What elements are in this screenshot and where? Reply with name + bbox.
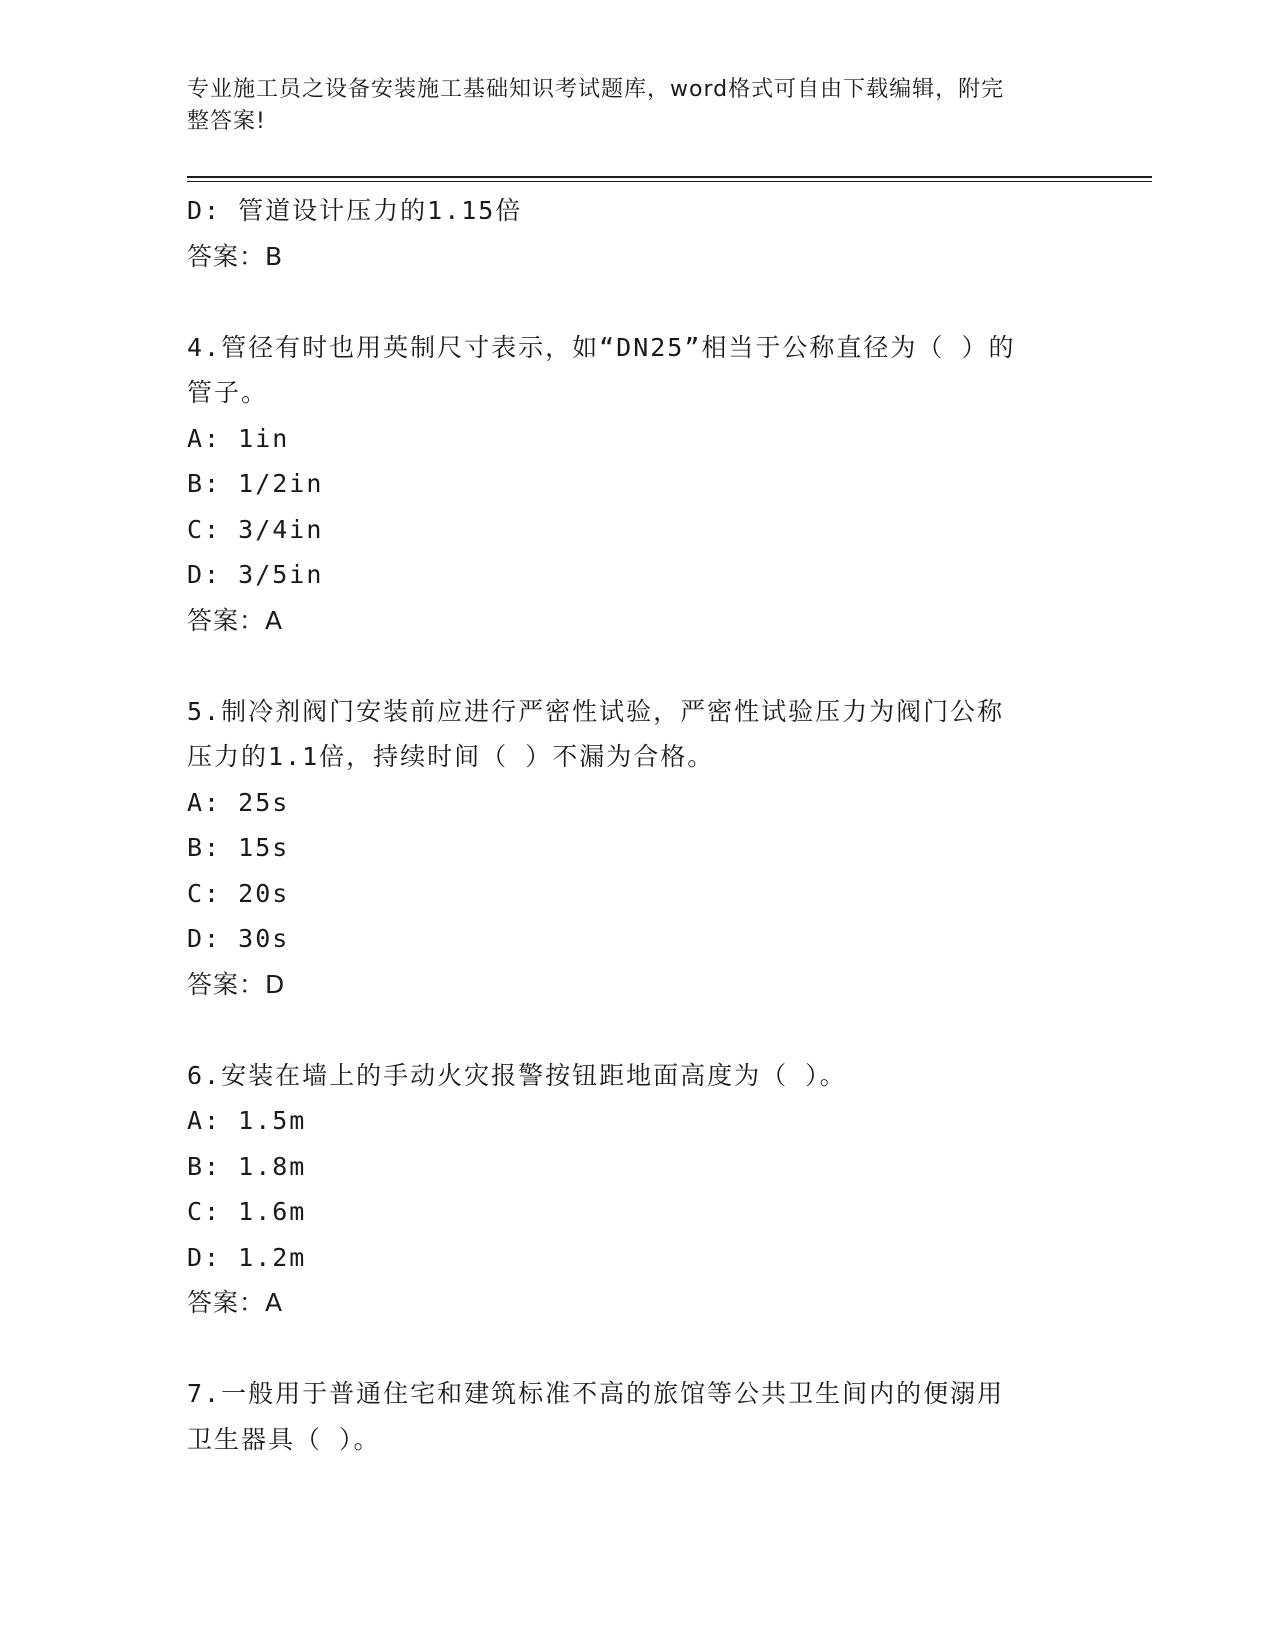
q4-option-c: C: 3/4in [187, 514, 324, 544]
header-divider-thin [187, 181, 1152, 182]
spacer [187, 643, 1067, 689]
q6-option-d: D: 1.2m [187, 1242, 307, 1272]
q4-option-a: A: 1in [187, 423, 290, 453]
q6-option-c: C: 1.6m [187, 1197, 307, 1226]
question-6 [187, 1053, 1067, 1326]
question-5 [187, 689, 1067, 1008]
q6-option-a: A: 1.5m [187, 1106, 307, 1135]
page-header [187, 74, 1067, 138]
q5-answer: 答案：D [187, 969, 286, 999]
q5-option-a: A: 25s [187, 787, 290, 817]
q4-stem-line-1: 4.管径有时也用英制尺寸表示，如“DN25”相当于公称直径为（ ）的 [187, 332, 1016, 362]
q4-option-b: B: 1/2in [187, 469, 324, 498]
q7-stem-line-2: 卫生器具（ ）。 [187, 1424, 381, 1454]
question-4 [187, 325, 1067, 644]
q5-option-d: D: 30s [187, 924, 290, 953]
spacer [187, 1326, 1067, 1372]
q4-option-d: D: 3/5in [187, 560, 324, 589]
q4-answer: 答案：A [187, 605, 284, 635]
question-3-tail [187, 188, 1067, 279]
spacer [187, 1007, 1067, 1053]
spacer [187, 279, 1067, 325]
q5-stem-line-1: 5.制冷剂阀门安装前应进行严密性试验，严密性试验压力为阀门公称 [187, 696, 1005, 726]
q7-stem-line-1: 7.一般用于普通住宅和建筑标准不高的旅馆等公共卫生间内的便溺用 [187, 1379, 1005, 1408]
q3-option-d: D: 管道设计压力的1.15倍 [187, 196, 523, 225]
q5-option-c: C: 20s [187, 878, 290, 908]
q3-answer: 答案：B [187, 241, 284, 271]
q6-option-b: B: 1.8m [187, 1151, 307, 1181]
header-line-2: 整答案! [187, 109, 266, 134]
q4-stem-line-2: 管子。 [187, 378, 269, 407]
header-divider-thick [187, 176, 1152, 178]
q6-answer: 答案：A [187, 1288, 284, 1317]
q6-stem-line-1: 6.安装在墙上的手动火灾报警按钮距地面高度为（ ）。 [187, 1060, 847, 1090]
q5-option-b: B: 15s [187, 833, 290, 862]
question-7 [187, 1371, 1067, 1462]
header-line-1: 专业施工员之设备安装施工基础知识考试题库，word格式可自由下载编辑，附完 [187, 77, 1005, 102]
q5-stem-line-2: 压力的1.1倍，持续时间（ ）不漏为合格。 [187, 742, 715, 771]
question-list [187, 188, 1067, 1462]
